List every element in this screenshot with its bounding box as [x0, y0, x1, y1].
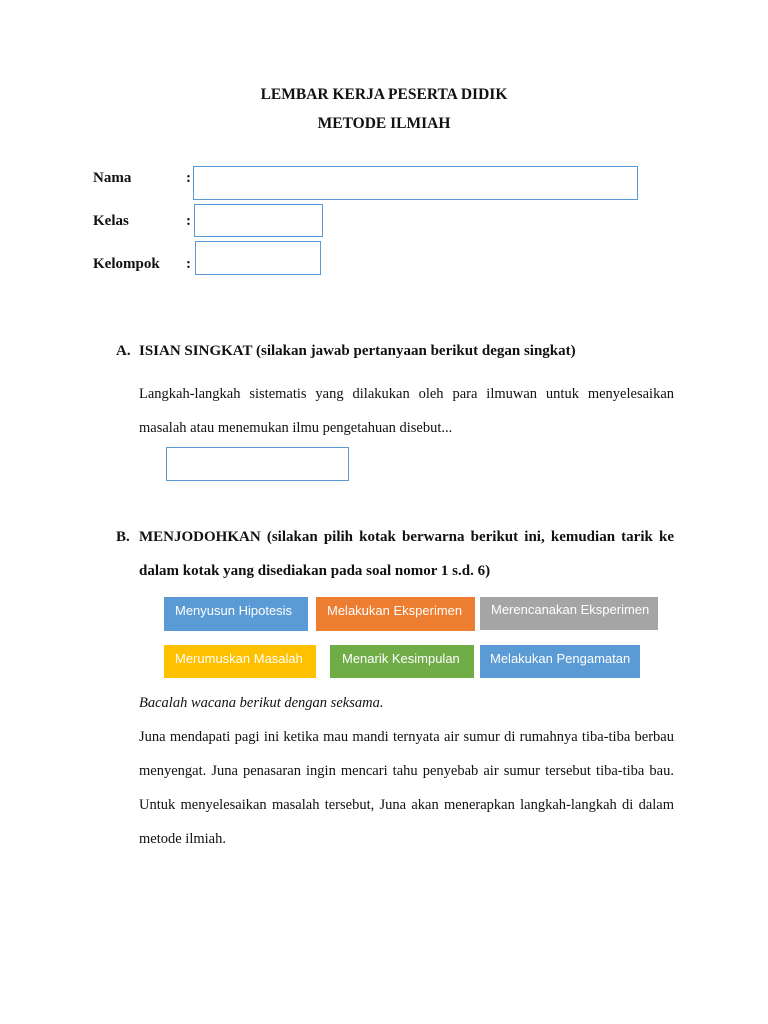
name-label: Nama	[93, 170, 132, 186]
section-b-heading-bold: MENJODOHKAN	[139, 529, 261, 545]
choice-melakukan-pengamatan[interactable]: Melakukan Pengamatan	[480, 645, 640, 678]
class-colon: :	[186, 213, 191, 229]
name-colon: :	[186, 170, 191, 186]
choice-menyusun-hipotesis[interactable]: Menyusun Hipotesis	[164, 597, 308, 631]
answer-a-input[interactable]	[167, 448, 348, 480]
group-label: Kelompok	[93, 256, 160, 272]
name-field-box	[193, 166, 638, 200]
class-field-box	[194, 204, 323, 237]
group-input[interactable]	[196, 242, 320, 274]
section-a-marker: A.	[116, 343, 131, 359]
class-input[interactable]	[195, 205, 322, 236]
passage-text: Juna mendapati pagi ini ketika mau mandi ternyata air sumur di rumahnya tiba-tiba berbau menyengat. Juna penasaran ingin mencari tahu penyebab air sumur tersebut tiba-tiba bau. Untuk menyelesaikan masalah tersebut, Juna akan menerapkan langkah-langkah di dalam metode ilmiah.	[139, 729, 674, 847]
section-a-question: Langkah-langkah sistematis yang dilakukan oleh para ilmuwan untuk menyelesaikan masalah atau menemukan ilmu pengetahuan disebut...	[139, 386, 674, 436]
section-b-heading	[139, 520, 674, 588]
class-label: Kelas	[93, 213, 129, 229]
choice-merencanakan-eksperimen[interactable]: Merencanakan Eksperimen	[480, 597, 658, 630]
choice-menarik-kesimpulan[interactable]: Menarik Kesimpulan	[330, 645, 474, 678]
page-subtitle: METODE ILMIAH	[317, 115, 451, 132]
page-title: LEMBAR KERJA PESERTA DIDIK	[260, 86, 508, 103]
group-field-box	[195, 241, 321, 275]
answer-a-box	[166, 447, 349, 481]
passage-instruction: Bacalah wacana berikut dengan seksama.	[139, 695, 384, 711]
choice-merumuskan-masalah[interactable]: Merumuskan Masalah	[164, 645, 316, 678]
choice-melakukan-eksperimen[interactable]: Melakukan Eksperimen	[316, 597, 475, 631]
section-a-heading: ISIAN SINGKAT (silakan jawab pertanyaan berikut degan singkat)	[139, 343, 576, 359]
section-b-heading-rest: (silakan pilih kotak berwarna berikut ini, kemudian tarik ke dalam kotak yang disediakan pada soal nomor 1 s.d. 6)	[139, 529, 674, 579]
group-colon: :	[186, 256, 191, 272]
name-input[interactable]	[194, 167, 637, 199]
section-b-marker: B.	[116, 529, 130, 545]
